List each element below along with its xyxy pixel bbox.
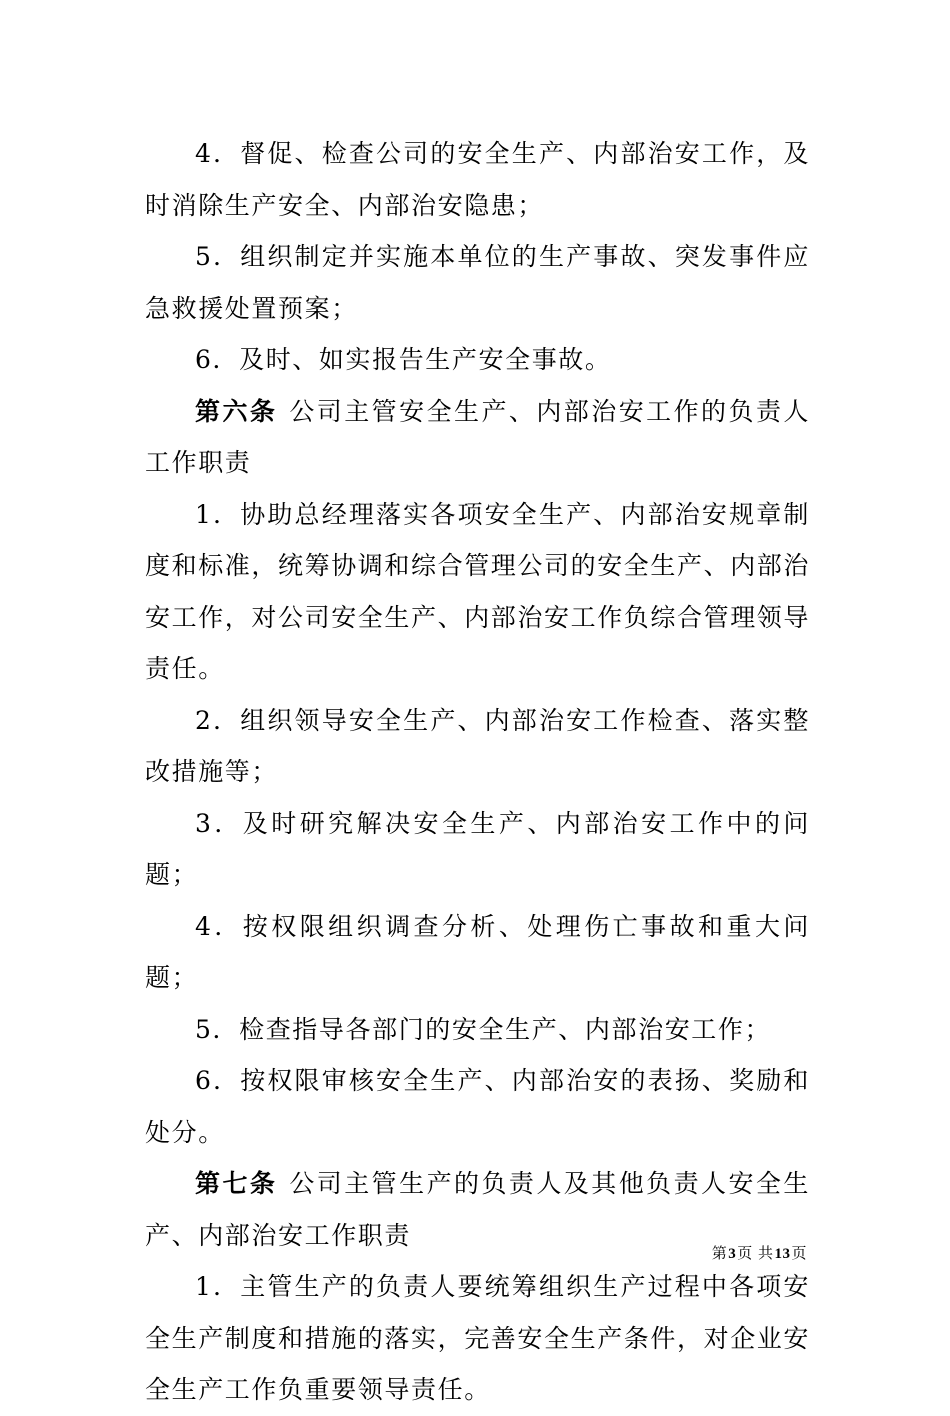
document-body	[145, 128, 810, 1416]
article-six-item-5: 5．检查指导各部门的安全生产、内部治安工作；	[195, 1014, 772, 1044]
footer-middle: 页 共	[737, 1244, 774, 1262]
article-seven	[145, 1158, 810, 1261]
paragraph-item-5: 5．组织制定并实施本单位的生产事故、突发事件应急救援处置预案；	[145, 242, 810, 323]
article-seven-heading: 第七条	[195, 1169, 278, 1198]
article-six-item-2: 2．组织领导安全生产、内部治安工作检查、落实整改措施等；	[145, 705, 810, 786]
paragraph-item-6: 6．及时、如实报告生产安全事故。	[195, 345, 612, 374]
article-six	[145, 386, 810, 489]
article-seven-title: 公司主管生产的负责人及其他负责人安全生产、内部治安工作职责	[145, 1169, 810, 1250]
article-six-item-4: 4．按权限组织调查分析、处理伤亡事故和重大问题；	[145, 911, 810, 992]
article-six-title: 公司主管安全生产、内部治安工作的负责人工作职责	[145, 396, 810, 477]
article-six-item-1: 1．协助总经理落实各项安全生产、内部治安规章制度和标准，统筹协调和综合管理公司的安全生产、内部治安工作，对公司安全生产、内部治安工作负综合管理领导责任。	[145, 499, 811, 683]
total-page-number: 13	[774, 1246, 791, 1262]
article-seven-item-1: 1．主管生产的负责人要统筹组织生产过程中各项安全生产制度和措施的落实，完善安全生产条件，对企业安全生产工作负重要领导责任。	[145, 1272, 811, 1404]
current-page-number: 3	[728, 1246, 737, 1262]
article-six-item-3: 3．及时研究解决安全生产、内部治安工作中的问题；	[145, 808, 810, 889]
footer-suffix: 页	[791, 1244, 807, 1262]
article-six-heading: 第六条	[195, 396, 278, 426]
footer-prefix: 第	[711, 1244, 728, 1262]
paragraph-item-4: 4．督促、检查公司的安全生产、内部治安工作，及时消除生产安全、内部治安隐患；	[145, 139, 810, 220]
page-footer	[712, 1243, 807, 1264]
article-six-item-6: 6．按权限审核安全生产、内部治安的表扬、奖励和处分。	[145, 1066, 810, 1147]
